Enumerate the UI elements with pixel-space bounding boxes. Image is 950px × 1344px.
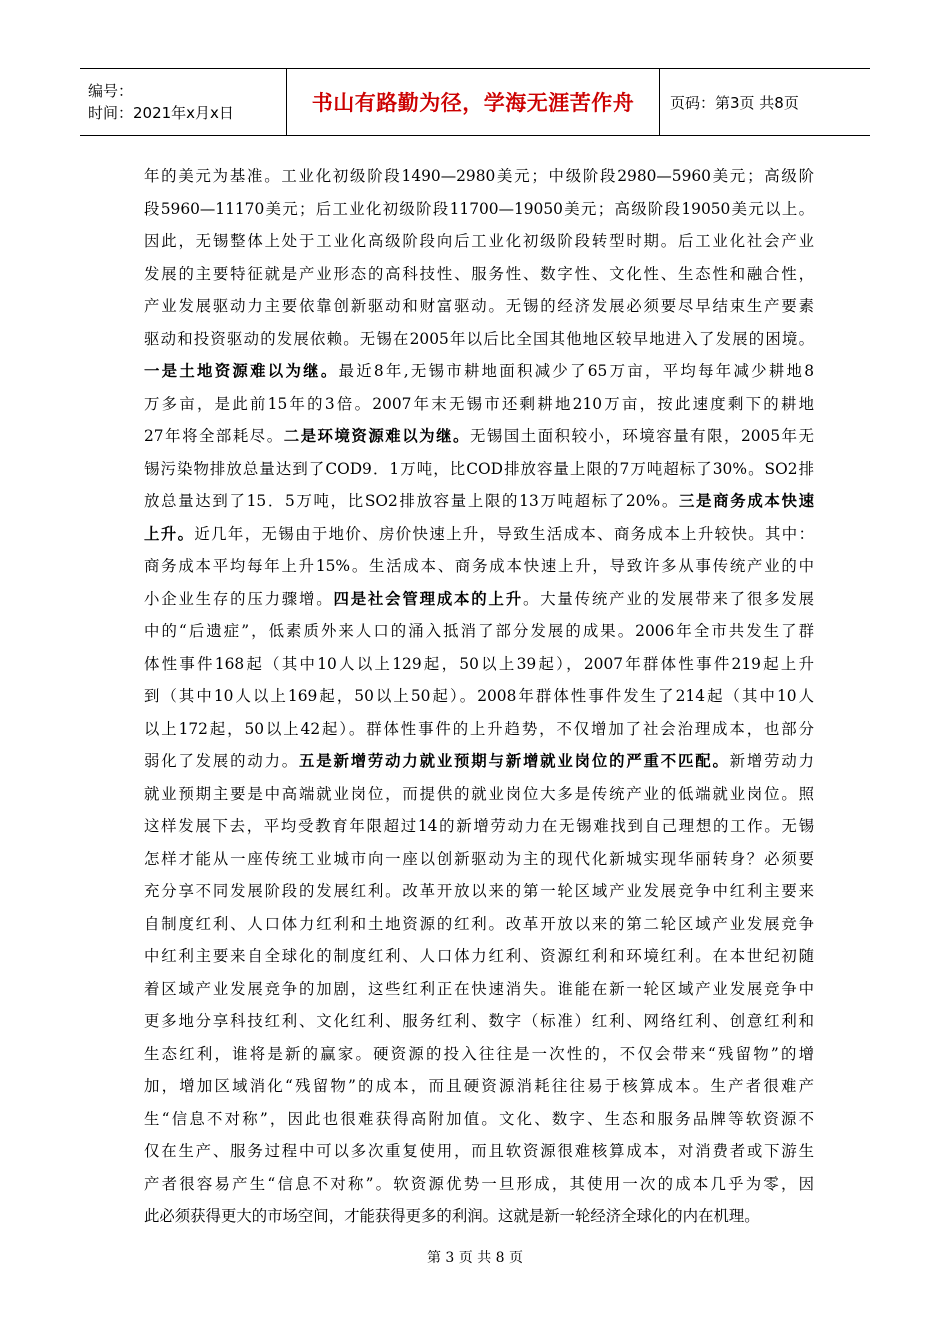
body-line	[144, 583, 814, 616]
doc-code-label: 编号：	[88, 82, 134, 100]
page-footer: 第 3 页 共 8 页	[426, 1250, 524, 1266]
body-text-run: 生“信息不对称”，因此也很难获得高附加值。文化、数字、生态和服务品牌等软资源不	[144, 1109, 814, 1128]
body-text-run: 中的“后遗症”，低素质外来人口的涌入抵消了部分发展的成果。2006年全市共发生了群	[144, 622, 814, 640]
emphasis-text: 上升。	[144, 524, 195, 543]
body-text-run: 着区域产业发展竞争的加剧，这些红利正在快速消失。谁能在新一轮区域产业发展竞争中	[144, 979, 814, 998]
body-line	[144, 680, 814, 713]
body-line	[144, 485, 814, 518]
body-line	[144, 355, 814, 388]
body-text-run: 发展的主要特征就是产业形态的高科技性、服务性、数字性、文化性、生态性和融合性，	[144, 264, 814, 283]
body-text-run: 充分享不同发展阶段的发展红利。改革开放以来的第一轮区域产业发展竞争中红利主要来	[144, 882, 814, 900]
body-line	[144, 1103, 814, 1136]
body-text-run: 年的美元为基准。工业化初级阶段1490—2980美元；中级阶段2980—5960美元；高级阶	[144, 167, 814, 185]
emphasis-text: 五是新增劳动力就业预期与新增就业岗位的严重不匹配。	[299, 752, 730, 770]
header-page-cell	[660, 69, 870, 135]
body-text-run: 锡污染物排放总量达到了COD9．1万吨，比COD排放容量上限的7万吨超标了30%。SO2排	[144, 459, 814, 478]
body-line	[144, 843, 814, 876]
body-text-run: 到（其中10人以上169起，50以上50起）。2008年群体性事件发生了214起（其中10人	[144, 687, 814, 705]
body-text-run: 放总量达到了15．5万吨，比SO2排放容量上限的13万吨超标了20%。	[144, 492, 679, 510]
body-text-run: 体性事件168起（其中10人以上129起，50以上39起），2007年群体性事件219起上升	[144, 654, 814, 673]
body-text-run: 小企业生存的压力骤增。	[144, 589, 334, 608]
body-text-run: 弱化了发展的动力。	[144, 752, 300, 770]
body-text-run: 产者很容易产生“信息不对称”。软资源优势一旦形成，其使用一次的成本几乎为零，因	[144, 1174, 814, 1193]
body-line	[144, 713, 814, 746]
body-line	[144, 908, 814, 941]
body-line	[144, 1135, 814, 1168]
body-text-run: 加，增加区域消化“残留物”的成本，而且硬资源消耗往往易于核算成本。生产者很难产	[144, 1077, 814, 1095]
body-line	[144, 258, 814, 291]
body-text-run: 更多地分享科技红利、文化红利、服务红利、数字（标准）红利、网络红利、创意红利和	[144, 1012, 814, 1030]
body-line	[144, 745, 814, 778]
body-line	[144, 1168, 814, 1201]
body-line	[144, 1005, 814, 1038]
emphasis-text: 三是商务成本快速	[678, 492, 814, 510]
body-text-run: 万多亩，是此前15年的3倍。2007年末无锡市还剩耕地210万亩，按此速度剩下的耕地	[144, 394, 814, 413]
body-text-run: 以上172起，50以上42起）。群体性事件的上升趋势，不仅增加了社会治理成本，也部分	[144, 719, 814, 738]
header-motto-cell	[287, 69, 660, 135]
body-text-run: 就业预期主要是中高端就业岗位，而提供的就业岗位大多是传统产业的低端就业岗位。照	[144, 784, 814, 803]
body-line	[144, 323, 814, 356]
header-motto: 书山有路勤为径，学海无涯苦作舟	[311, 91, 635, 115]
page-header	[80, 68, 870, 136]
body-line	[144, 875, 814, 908]
body-line	[144, 193, 814, 226]
body-line	[144, 453, 814, 486]
document-body	[144, 160, 814, 1233]
body-line	[144, 290, 814, 323]
body-line	[144, 550, 814, 583]
body-line	[144, 648, 814, 681]
body-text-run: 自制度红利、人口体力红利和土地资源的红利。改革开放以来的第二轮区域产业发展竞争	[144, 914, 814, 933]
body-text-run: 仅在生产、服务过程中可以多次重复使用，而且软资源很难核算成本，对消费者或下游生	[144, 1142, 814, 1160]
emphasis-text: 一是土地资源难以为继。	[144, 362, 339, 380]
body-line	[144, 1038, 814, 1071]
body-line	[144, 1070, 814, 1103]
header-meta	[80, 69, 287, 135]
body-line	[144, 973, 814, 1006]
body-line	[144, 518, 814, 551]
body-line	[144, 778, 814, 811]
body-text-run: 商务成本平均每年上升15%。生活成本、商务成本快速上升，导致许多从事传统产业的中	[144, 557, 814, 575]
body-text-run: 产业发展驱动力主要依靠创新驱动和财富驱动。无锡的经济发展必须要尽早结束生产要素	[144, 297, 814, 315]
body-text-run: 新增劳动力	[729, 752, 814, 770]
body-text-run: 。大量传统产业的发展带来了很多发展	[522, 589, 814, 608]
body-text-run: 27年将全部耗尽。	[144, 427, 284, 445]
header-page-label: 页码：第3页 共8页	[670, 93, 799, 112]
body-text-run: 此必须获得更大的市场空间，才能获得更多的利润。这就是新一轮经济全球化的内在机理。	[144, 1207, 760, 1225]
body-line	[144, 420, 814, 453]
body-text-run: 最近8年,无锡市耕地面积减少了65万亩，平均每年减少耕地8	[338, 362, 814, 380]
body-line	[144, 225, 814, 258]
emphasis-text: 二是环境资源难以为继。	[283, 427, 470, 445]
body-line	[144, 940, 814, 973]
body-line	[144, 388, 814, 421]
body-text-run: 驱动和投资驱动的发展依赖。无锡在2005年以后比全国其他地区较早地进入了发展的困境。	[144, 329, 814, 348]
body-line	[144, 615, 814, 648]
emphasis-text: 四是社会管理成本的上升	[333, 589, 523, 608]
body-text-run: 无锡国土面积较小，环境容量有限，2005年无	[469, 427, 814, 445]
body-text-run: 中红利主要来自全球化的制度红利、人口体力红利、资源红利和环境红利。在本世纪初随	[144, 947, 814, 965]
body-text-run: 生态红利，谁将是新的赢家。硬资源的投入往往是一次性的，不仅会带来“残留物”的增	[144, 1044, 814, 1063]
body-text-run: 这样发展下去，平均受教育年限超过14的新增劳动力在无锡难找到自己理想的工作。无锡	[144, 817, 814, 835]
body-line	[144, 810, 814, 843]
body-line	[144, 160, 814, 193]
body-text-run: 因此，无锡整体上处于工业化高级阶段向后工业化初级阶段转型时期。后工业化社会产业	[144, 232, 814, 250]
doc-time-label: 时间：2021年x月x日	[88, 104, 234, 122]
body-text-run: 段5960—11170美元；后工业化初级阶段11700—19050美元；高级阶段19050美元以上。	[144, 199, 814, 218]
body-text-run: 怎样才能从一座传统工业城市向一座以创新驱动为主的现代化新城实现华丽转身？必须要	[144, 849, 814, 868]
body-line	[144, 1200, 814, 1233]
body-text-run: 近几年，无锡由于地价、房价快速上升，导致生活成本、商务成本上升较快。其中：	[194, 524, 814, 543]
